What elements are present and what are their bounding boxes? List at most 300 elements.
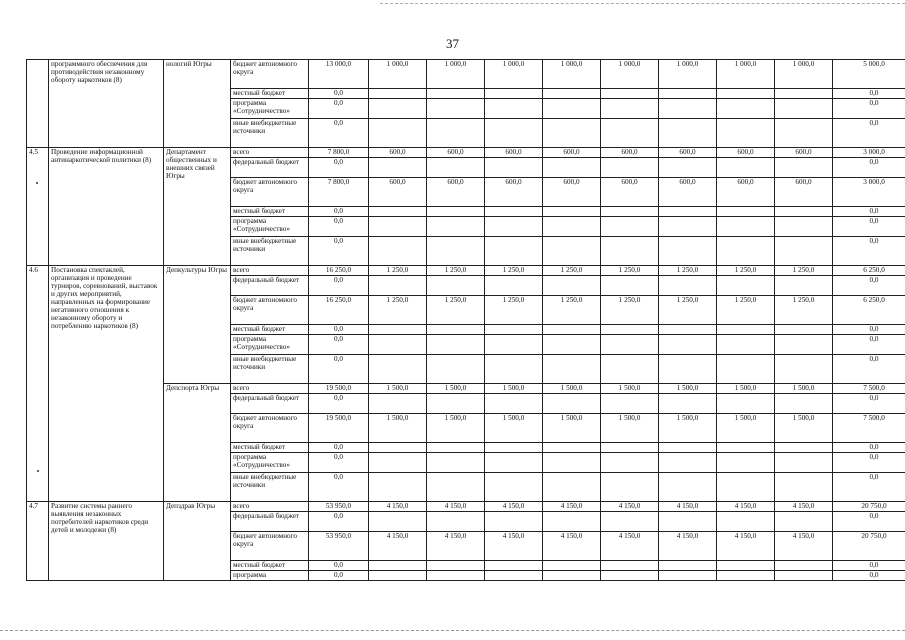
- scan-dot: [37, 470, 39, 472]
- amount-cell: [369, 443, 427, 453]
- amount-cell: 1 250,0: [369, 296, 427, 325]
- amount-cell: 4 150,0: [369, 532, 427, 561]
- amount-cell: [369, 158, 427, 178]
- amount-cell: [369, 237, 427, 266]
- amount-cell: [427, 276, 485, 296]
- amount-cell: 5 000,0: [833, 60, 905, 89]
- amount-cell: 0,0: [833, 512, 905, 532]
- amount-cell: [427, 355, 485, 384]
- amount-cell: [717, 217, 775, 237]
- executor-name: Департамент общественных и внешних связей Югры: [164, 148, 231, 266]
- amount-cell: [659, 394, 717, 414]
- amount-cell: 1 500,0: [717, 414, 775, 443]
- amount-cell: 20 750,0: [833, 502, 905, 512]
- amount-cell: 1 500,0: [485, 414, 543, 443]
- amount-cell: [659, 335, 717, 355]
- funding-source: программа «Сотрудничество»: [231, 99, 309, 119]
- amount-cell: [485, 571, 543, 581]
- amount-cell: [485, 237, 543, 266]
- amount-cell: [601, 335, 659, 355]
- activity-name: Постановка спектаклей, организация и проведение турниров, соревнований, выставок и других мероприятий, направленных на формирование негативного отношения к незаконному обороту и потреблению наркотиков (8): [49, 266, 164, 502]
- amount-cell: [601, 217, 659, 237]
- amount-cell: 1 250,0: [485, 296, 543, 325]
- amount-cell: 1 250,0: [427, 296, 485, 325]
- amount-cell: [659, 355, 717, 384]
- amount-cell: 1 000,0: [427, 60, 485, 89]
- amount-cell: 19 500,0: [309, 414, 369, 443]
- amount-cell: 600,0: [717, 178, 775, 207]
- funding-source: местный бюджет: [231, 207, 309, 217]
- amount-cell: [369, 325, 427, 335]
- amount-cell: 0,0: [833, 355, 905, 384]
- amount-cell: [369, 207, 427, 217]
- amount-cell: 0,0: [833, 325, 905, 335]
- amount-cell: 0,0: [833, 217, 905, 237]
- amount-cell: 4 150,0: [659, 532, 717, 561]
- amount-cell: 600,0: [369, 178, 427, 207]
- amount-cell: 0,0: [309, 207, 369, 217]
- amount-cell: 600,0: [369, 148, 427, 158]
- amount-cell: 600,0: [543, 178, 601, 207]
- amount-cell: 1 000,0: [601, 60, 659, 89]
- activity-name: Проведение информационной антинаркотической политики (8): [49, 148, 164, 266]
- amount-cell: [601, 99, 659, 119]
- amount-cell: [543, 276, 601, 296]
- amount-cell: [775, 512, 833, 532]
- executor-name: Депкультуры Югры: [164, 266, 231, 384]
- funding-source: местный бюджет: [231, 89, 309, 99]
- amount-cell: [601, 512, 659, 532]
- activity-name: программного обеспечения для противодействия незаконному обороту наркотиков (8): [49, 60, 164, 148]
- amount-cell: 600,0: [775, 178, 833, 207]
- amount-cell: [717, 394, 775, 414]
- amount-cell: 4 150,0: [427, 502, 485, 512]
- row-index: [27, 60, 49, 148]
- amount-cell: [659, 207, 717, 217]
- amount-cell: [775, 119, 833, 148]
- amount-cell: [601, 89, 659, 99]
- amount-cell: 600,0: [485, 178, 543, 207]
- amount-cell: 600,0: [775, 148, 833, 158]
- amount-cell: [601, 158, 659, 178]
- amount-cell: [717, 207, 775, 217]
- amount-cell: [427, 473, 485, 502]
- amount-cell: [659, 99, 717, 119]
- amount-cell: 0,0: [833, 473, 905, 502]
- amount-cell: 13 000,0: [309, 60, 369, 89]
- amount-cell: [543, 394, 601, 414]
- amount-cell: [543, 89, 601, 99]
- amount-cell: [659, 237, 717, 266]
- amount-cell: 600,0: [717, 148, 775, 158]
- amount-cell: [369, 276, 427, 296]
- amount-cell: 1 250,0: [717, 296, 775, 325]
- amount-cell: 4 150,0: [485, 502, 543, 512]
- amount-cell: [485, 561, 543, 571]
- amount-cell: [601, 571, 659, 581]
- amount-cell: [717, 89, 775, 99]
- funding-source: федеральный бюджет: [231, 394, 309, 414]
- amount-cell: 4 150,0: [717, 532, 775, 561]
- amount-cell: 7 500,0: [833, 414, 905, 443]
- funding-source: иные внебюджетные источники: [231, 119, 309, 148]
- amount-cell: [427, 89, 485, 99]
- amount-cell: 600,0: [659, 148, 717, 158]
- amount-cell: 0,0: [309, 473, 369, 502]
- amount-cell: [775, 473, 833, 502]
- funding-source: федеральный бюджет: [231, 158, 309, 178]
- amount-cell: [717, 453, 775, 473]
- amount-cell: 0,0: [833, 89, 905, 99]
- funding-source: всего: [231, 148, 309, 158]
- amount-cell: 4 150,0: [485, 532, 543, 561]
- amount-cell: 1 500,0: [659, 414, 717, 443]
- amount-cell: [659, 325, 717, 335]
- funding-source: бюджет автономного округа: [231, 414, 309, 443]
- funding-source: бюджет автономного округа: [231, 296, 309, 325]
- amount-cell: [717, 276, 775, 296]
- amount-cell: 0,0: [309, 158, 369, 178]
- executor-name: нологий Югры: [164, 60, 231, 148]
- amount-cell: [601, 276, 659, 296]
- amount-cell: 1 250,0: [659, 266, 717, 276]
- amount-cell: 0,0: [309, 276, 369, 296]
- amount-cell: 1 000,0: [659, 60, 717, 89]
- amount-cell: [659, 561, 717, 571]
- amount-cell: 6 250,0: [833, 266, 905, 276]
- amount-cell: [369, 394, 427, 414]
- amount-cell: [717, 158, 775, 178]
- amount-cell: [717, 512, 775, 532]
- amount-cell: [601, 207, 659, 217]
- amount-cell: 1 250,0: [369, 266, 427, 276]
- amount-cell: 53 950,0: [309, 532, 369, 561]
- funding-source: программа «Сотрудничество»: [231, 335, 309, 355]
- funding-source: местный бюджет: [231, 325, 309, 335]
- amount-cell: 4 150,0: [601, 502, 659, 512]
- amount-cell: 4 150,0: [659, 502, 717, 512]
- amount-cell: 1 250,0: [543, 266, 601, 276]
- funding-source: программа «Сотрудничество»: [231, 453, 309, 473]
- executor-name: Депздрав Югры: [164, 502, 231, 581]
- amount-cell: [775, 561, 833, 571]
- amount-cell: 20 750,0: [833, 532, 905, 561]
- amount-cell: 0,0: [309, 335, 369, 355]
- amount-cell: [485, 473, 543, 502]
- amount-cell: [717, 443, 775, 453]
- amount-cell: 16 250,0: [309, 266, 369, 276]
- amount-cell: [485, 158, 543, 178]
- amount-cell: [485, 325, 543, 335]
- amount-cell: [369, 355, 427, 384]
- amount-cell: [369, 561, 427, 571]
- amount-cell: 0,0: [309, 453, 369, 473]
- table-row: [27, 148, 905, 158]
- funding-source: всего: [231, 502, 309, 512]
- amount-cell: 0,0: [833, 561, 905, 571]
- amount-cell: 1 500,0: [543, 414, 601, 443]
- amount-cell: [717, 355, 775, 384]
- amount-cell: [659, 443, 717, 453]
- amount-cell: [775, 394, 833, 414]
- row-index: 4.6: [27, 266, 49, 502]
- funding-source: иные внебюджетные источники: [231, 473, 309, 502]
- amount-cell: [775, 237, 833, 266]
- amount-cell: [775, 207, 833, 217]
- row-index: 4.7: [27, 502, 49, 581]
- amount-cell: 1 500,0: [601, 414, 659, 443]
- amount-cell: [659, 217, 717, 237]
- amount-cell: 0,0: [309, 443, 369, 453]
- amount-cell: [369, 89, 427, 99]
- amount-cell: 600,0: [601, 148, 659, 158]
- amount-cell: [427, 158, 485, 178]
- amount-cell: 1 500,0: [601, 384, 659, 394]
- amount-cell: 600,0: [427, 148, 485, 158]
- amount-cell: 0,0: [833, 119, 905, 148]
- amount-cell: [485, 443, 543, 453]
- amount-cell: 0,0: [833, 99, 905, 119]
- amount-cell: 3 000,0: [833, 178, 905, 207]
- amount-cell: [427, 443, 485, 453]
- amount-cell: [543, 119, 601, 148]
- funding-source: всего: [231, 266, 309, 276]
- amount-cell: 4 150,0: [775, 532, 833, 561]
- funding-source: федеральный бюджет: [231, 512, 309, 532]
- amount-cell: [427, 207, 485, 217]
- amount-cell: [369, 335, 427, 355]
- amount-cell: [717, 335, 775, 355]
- funding-source: всего: [231, 384, 309, 394]
- amount-cell: 1 250,0: [485, 266, 543, 276]
- amount-cell: 600,0: [427, 178, 485, 207]
- amount-cell: 600,0: [601, 178, 659, 207]
- amount-cell: 1 500,0: [427, 384, 485, 394]
- amount-cell: [775, 355, 833, 384]
- amount-cell: 0,0: [309, 512, 369, 532]
- amount-cell: [775, 453, 833, 473]
- amount-cell: [543, 335, 601, 355]
- amount-cell: [717, 473, 775, 502]
- amount-cell: [427, 335, 485, 355]
- table-row: [27, 502, 905, 512]
- amount-cell: [543, 325, 601, 335]
- amount-cell: 600,0: [485, 148, 543, 158]
- amount-cell: 0,0: [309, 325, 369, 335]
- amount-cell: [543, 207, 601, 217]
- amount-cell: 4 150,0: [427, 532, 485, 561]
- amount-cell: [775, 217, 833, 237]
- amount-cell: 4 150,0: [369, 502, 427, 512]
- amount-cell: [485, 512, 543, 532]
- amount-cell: [369, 99, 427, 119]
- amount-cell: 1 000,0: [775, 60, 833, 89]
- amount-cell: [485, 119, 543, 148]
- scan-dot: [36, 182, 38, 184]
- amount-cell: 1 500,0: [369, 414, 427, 443]
- amount-cell: 0,0: [309, 89, 369, 99]
- amount-cell: [775, 325, 833, 335]
- amount-cell: [485, 355, 543, 384]
- amount-cell: [601, 325, 659, 335]
- page-number: 37: [446, 36, 459, 51]
- funding-source: бюджет автономного округа: [231, 60, 309, 89]
- amount-cell: [659, 571, 717, 581]
- amount-cell: 0,0: [833, 443, 905, 453]
- amount-cell: [659, 89, 717, 99]
- amount-cell: [427, 237, 485, 266]
- amount-cell: 7 800,0: [309, 148, 369, 158]
- amount-cell: [543, 571, 601, 581]
- funding-source: программа: [231, 571, 309, 581]
- amount-cell: 1 500,0: [775, 414, 833, 443]
- amount-cell: [717, 571, 775, 581]
- amount-cell: 1 500,0: [717, 384, 775, 394]
- amount-cell: 0,0: [833, 207, 905, 217]
- amount-cell: 600,0: [659, 178, 717, 207]
- amount-cell: 1 500,0: [775, 384, 833, 394]
- funding-source: иные внебюджетные источники: [231, 355, 309, 384]
- scan-edge-bottom: [0, 630, 905, 632]
- funding-source: программа «Сотрудничество»: [231, 217, 309, 237]
- amount-cell: [369, 473, 427, 502]
- amount-cell: [601, 237, 659, 266]
- amount-cell: [775, 443, 833, 453]
- amount-cell: [485, 207, 543, 217]
- amount-cell: [717, 237, 775, 266]
- amount-cell: [775, 158, 833, 178]
- amount-cell: 7 500,0: [833, 384, 905, 394]
- amount-cell: 1 250,0: [601, 266, 659, 276]
- funding-source: бюджет автономного округа: [231, 532, 309, 561]
- amount-cell: 4 150,0: [601, 532, 659, 561]
- amount-cell: 1 250,0: [659, 296, 717, 325]
- amount-cell: [601, 443, 659, 453]
- amount-cell: [369, 512, 427, 532]
- amount-cell: [775, 571, 833, 581]
- amount-cell: [427, 119, 485, 148]
- amount-cell: 1 000,0: [543, 60, 601, 89]
- amount-cell: 0,0: [833, 237, 905, 266]
- amount-cell: [543, 355, 601, 384]
- amount-cell: [543, 512, 601, 532]
- amount-cell: [775, 89, 833, 99]
- amount-cell: [717, 119, 775, 148]
- amount-cell: 53 950,0: [309, 502, 369, 512]
- amount-cell: [427, 325, 485, 335]
- amount-cell: [543, 237, 601, 266]
- funding-source: местный бюджет: [231, 561, 309, 571]
- activity-name: Развитие системы раннего выявления незаконных потребителей наркотиков среди детей и молодежи (8): [49, 502, 164, 581]
- amount-cell: 0,0: [833, 571, 905, 581]
- amount-cell: [485, 276, 543, 296]
- amount-cell: [717, 561, 775, 571]
- amount-cell: [543, 99, 601, 119]
- amount-cell: 0,0: [309, 394, 369, 414]
- amount-cell: [659, 512, 717, 532]
- amount-cell: 1 500,0: [369, 384, 427, 394]
- amount-cell: [543, 158, 601, 178]
- amount-cell: 1 000,0: [717, 60, 775, 89]
- amount-cell: [485, 99, 543, 119]
- amount-cell: 1 250,0: [543, 296, 601, 325]
- amount-cell: [543, 473, 601, 502]
- amount-cell: 16 250,0: [309, 296, 369, 325]
- amount-cell: [485, 394, 543, 414]
- amount-cell: 19 500,0: [309, 384, 369, 394]
- amount-cell: [543, 453, 601, 473]
- amount-cell: [659, 158, 717, 178]
- funding-source: федеральный бюджет: [231, 276, 309, 296]
- amount-cell: 1 000,0: [485, 60, 543, 89]
- budget-table: [26, 59, 905, 581]
- amount-cell: 1 500,0: [659, 384, 717, 394]
- amount-cell: 1 250,0: [427, 266, 485, 276]
- amount-cell: 1 250,0: [717, 266, 775, 276]
- amount-cell: 0,0: [309, 217, 369, 237]
- amount-cell: [485, 89, 543, 99]
- amount-cell: [659, 473, 717, 502]
- amount-cell: [369, 571, 427, 581]
- amount-cell: 0,0: [309, 119, 369, 148]
- amount-cell: 0,0: [309, 355, 369, 384]
- amount-cell: 0,0: [309, 237, 369, 266]
- amount-cell: [659, 276, 717, 296]
- amount-cell: [485, 335, 543, 355]
- amount-cell: 1 250,0: [775, 296, 833, 325]
- amount-cell: 0,0: [309, 99, 369, 119]
- amount-cell: 600,0: [543, 148, 601, 158]
- amount-cell: 0,0: [309, 561, 369, 571]
- amount-cell: [775, 99, 833, 119]
- amount-cell: 6 250,0: [833, 296, 905, 325]
- amount-cell: [427, 99, 485, 119]
- amount-cell: [601, 473, 659, 502]
- amount-cell: [601, 355, 659, 384]
- amount-cell: [775, 276, 833, 296]
- table-row: [27, 60, 905, 89]
- amount-cell: [427, 453, 485, 473]
- amount-cell: [427, 512, 485, 532]
- executor-name: Депспорта Югры: [164, 384, 231, 502]
- amount-cell: [427, 571, 485, 581]
- amount-cell: 1 500,0: [485, 384, 543, 394]
- amount-cell: 0,0: [833, 158, 905, 178]
- amount-cell: [775, 335, 833, 355]
- amount-cell: 1 500,0: [427, 414, 485, 443]
- funding-source: местный бюджет: [231, 443, 309, 453]
- amount-cell: 1 500,0: [543, 384, 601, 394]
- amount-cell: [427, 394, 485, 414]
- amount-cell: [601, 119, 659, 148]
- amount-cell: [427, 217, 485, 237]
- amount-cell: 0,0: [833, 394, 905, 414]
- amount-cell: 1 250,0: [601, 296, 659, 325]
- amount-cell: 1 250,0: [775, 266, 833, 276]
- amount-cell: [601, 394, 659, 414]
- amount-cell: 7 800,0: [309, 178, 369, 207]
- amount-cell: [369, 217, 427, 237]
- amount-cell: [485, 217, 543, 237]
- amount-cell: [427, 561, 485, 571]
- amount-cell: [659, 119, 717, 148]
- amount-cell: [543, 217, 601, 237]
- scan-edge-top: [380, 3, 905, 5]
- amount-cell: 1 000,0: [369, 60, 427, 89]
- amount-cell: 4 150,0: [717, 502, 775, 512]
- table-row: [27, 266, 905, 276]
- amount-cell: [369, 119, 427, 148]
